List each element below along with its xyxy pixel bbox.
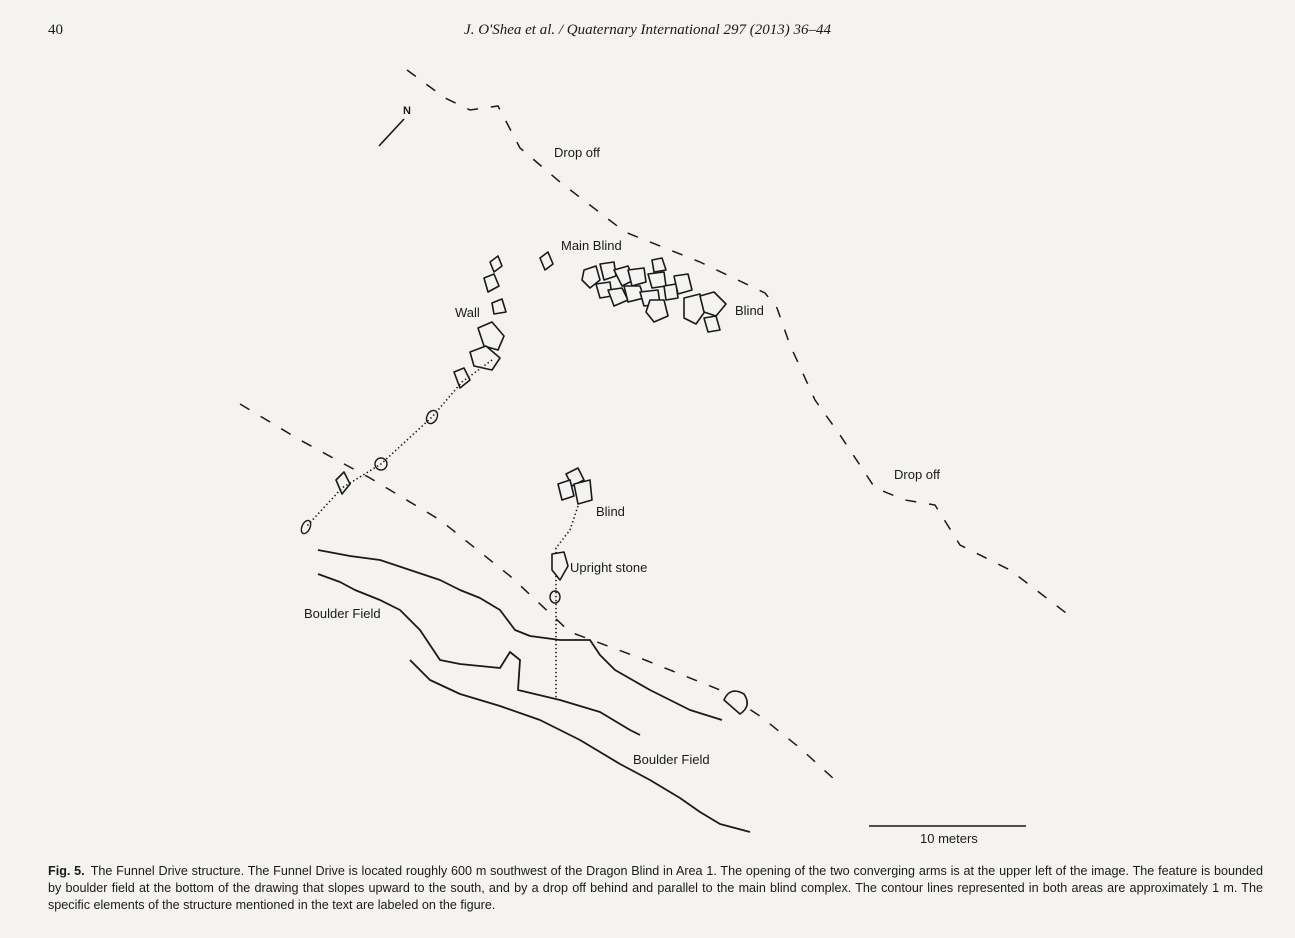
wall-stone xyxy=(490,256,502,272)
blind-stone xyxy=(652,258,666,272)
north-label: N xyxy=(403,105,411,117)
center-blind-stones xyxy=(558,468,592,504)
contour-line xyxy=(318,550,722,720)
scale-bar xyxy=(869,826,1026,846)
boulder-field-label-left: Boulder Field xyxy=(304,606,381,621)
upright-stone-label: Upright stone xyxy=(570,560,648,575)
wall-stone xyxy=(484,274,499,292)
wall-stone xyxy=(478,322,504,350)
boulder-field-label-bottom: Boulder Field xyxy=(633,752,710,767)
wall-stone xyxy=(492,299,506,314)
figure-caption xyxy=(48,863,1263,914)
wall-stone xyxy=(424,408,440,425)
blind-stone xyxy=(704,316,720,332)
drive-lane-line-lower xyxy=(240,404,835,780)
wall-stone xyxy=(336,472,350,494)
blind-stone xyxy=(540,252,553,270)
running-header: J. O'Shea et al. / Quaternary International 297 (2013) 36–44 xyxy=(464,22,831,38)
blind-stone xyxy=(628,268,646,286)
scale-bar-label: 10 meters xyxy=(920,831,978,846)
north-arrow xyxy=(379,105,411,146)
blind-stone xyxy=(648,272,666,288)
figure-caption-label: Fig. 5. xyxy=(48,864,85,878)
blind-label-center: Blind xyxy=(596,504,625,519)
figure-caption-text: The Funnel Drive structure. The Funnel Drive is located roughly 600 m southwest of the Dragon Blind in Area 1. The opening of the two converging arms is at the upper left of the image. The feature is bounded by boulder field at the bottom of the drawing that slopes upward to the south, and by a drop off behind and parallel to the main blind complex. The contour lines represented in both areas are approximately 1 m. The specific elements of the structure mentioned in the text are labeled on the figure. xyxy=(48,864,1264,912)
blind-stone xyxy=(646,300,668,322)
drop-off-label-right: Drop off xyxy=(894,467,941,482)
wall-label: Wall xyxy=(455,305,480,320)
small-stone xyxy=(550,591,560,603)
page-number: 40 xyxy=(48,22,63,38)
north-arrow-line xyxy=(379,119,404,146)
blind-stone xyxy=(674,274,692,294)
blind-stone xyxy=(600,262,616,280)
drop-off-label-top: Drop off xyxy=(554,145,601,160)
contour-line xyxy=(410,660,750,832)
wall-stone xyxy=(454,368,470,388)
wall-stones xyxy=(299,256,506,535)
main-blind-stones xyxy=(540,252,726,332)
drop-off-line-upper xyxy=(407,70,1070,616)
upright-stone xyxy=(552,552,568,580)
center-blind-line xyxy=(556,506,578,700)
blind-stone xyxy=(700,292,726,316)
main-blind-label: Main Blind xyxy=(561,238,622,253)
blind-stone xyxy=(574,480,592,504)
boulder-stone xyxy=(724,691,747,714)
blind-label-right: Blind xyxy=(735,303,764,318)
